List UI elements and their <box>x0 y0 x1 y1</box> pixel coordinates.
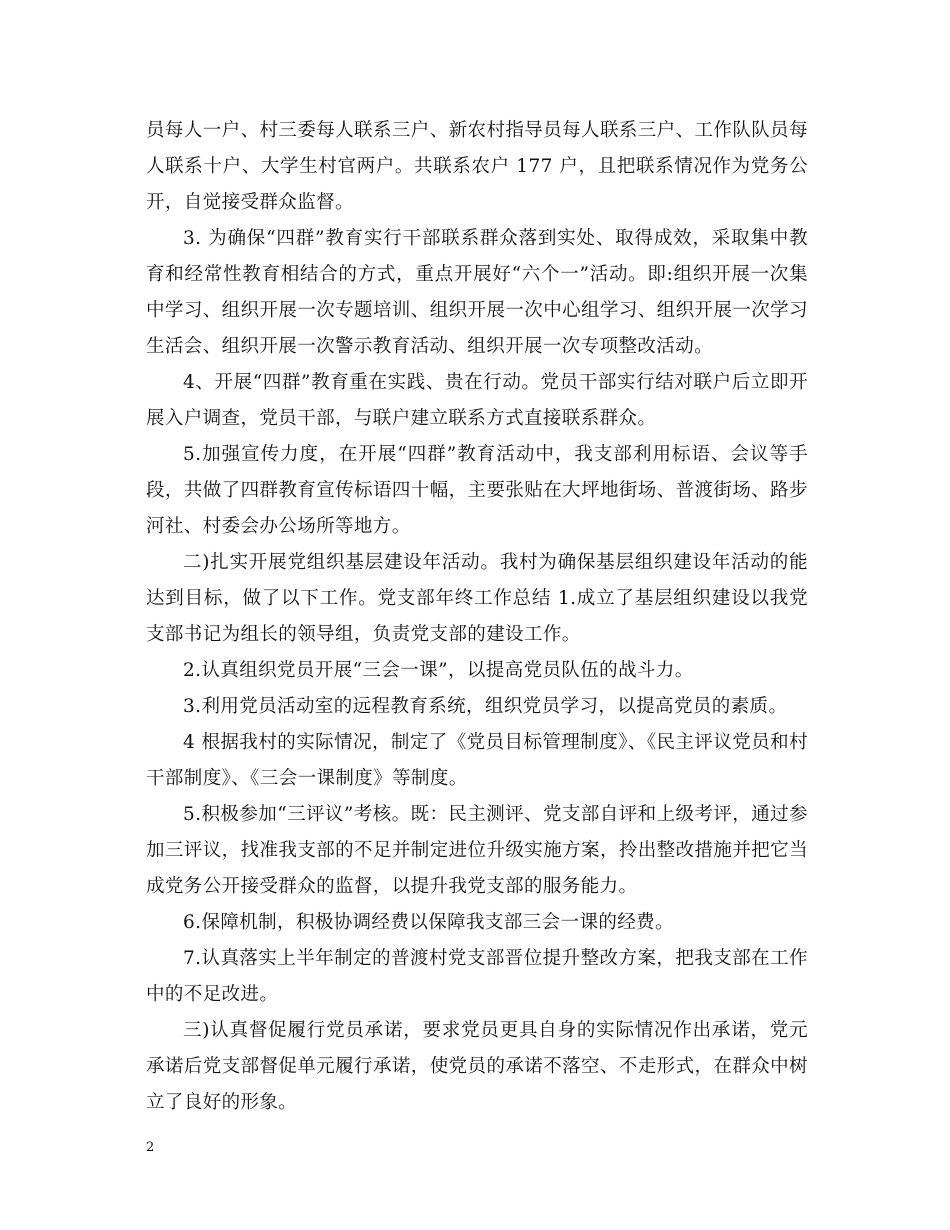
paragraph-section-3: 三)认真督促履行党员承诺，要求党员更具自身的实际情况作出承诺，党元承诺后党支部督促单元履行承诺，使党员的承诺不落空、不走形式，在群众中树立了良好的形象。 <box>146 1020 808 1113</box>
paragraph-continuation: 员每人一户、村三委每人联系三户、新农村指导员每人联系三户、工作队队员每人联系十户、大学生村官两户。共联系农户 177 户，且把联系情况作为党务公开，自觉接受群众监督。 <box>146 120 808 213</box>
page-number: 2 <box>146 1140 155 1155</box>
paragraph-item-5: 5.加强宣传力度，在开展“四群”教育活动中，我支部利用标语、会议等手段，共做了四群教育宣传标语四十幅，主要张贴在大坪地街场、普渡街场、路步河社、村委会办公场所等地方。 <box>146 444 808 537</box>
paragraph-section-2-item-3: 3.利用党员活动室的远程教育系统，组织党员学习，以提高党员的素质。 <box>183 696 788 717</box>
paragraph-section-2-item-7: 7.认真落实上半年制定的普渡村党支部晋位提升整改方案，把我支部在工作中的不足改进。 <box>146 948 808 1005</box>
paragraph-section-2-item-5: 5.积极参加“三评议”考核。既：民主测评、党支部自评和上级考评，通过参加三评议，找准我支部的不足并制定进位升级实施方案，拎出整改措施并把它当成党务公开接受群众的监督，以提升我党支部的服务能力。 <box>146 804 808 897</box>
paragraph-section-2: 二)扎实开展党组织基层建设年活动。我村为确保基层组织建设年活动的能达到目标，做了以下工作。党支部年终工作总结 1.成立了基层组织建设以我党支部书记为组长的领导组，负责党支部的建设工作。 <box>146 552 808 645</box>
document-body <box>146 113 808 1121</box>
paragraph-item-3: 3. 为确保“四群”教育实行干部联系群众落到实处、取得成效，采取集中教育和经常性教育相结合的方式，重点开展好“六个一”活动。即:组织开展一次集中学习、组织开展一次专题培训、组织开展一次中心组学习、组织开展一次学习生活会、组织开展一次警示教育活动、组织开展一次专项整改活动。 <box>146 228 808 357</box>
paragraph-item-4: 4、开展“四群”教育重在实践、贵在行动。党员干部实行结对联户后立即开展入户调查，党员干部，与联户建立联系方式直接联系群众。 <box>146 372 808 429</box>
paragraph-section-2-item-6: 6.保障机制，积极协调经费以保障我支部三会一课的经费。 <box>183 912 674 933</box>
paragraph-section-2-item-2: 2.认真组织党员开展“三会一课”，以提高党员队伍的战斗力。 <box>183 660 694 681</box>
paragraph-section-2-item-4: 4 根据我村的实际情况，制定了《党员目标管理制度》、《民主评议党员和村干部制度》、《三会一课制度》等制度。 <box>146 732 808 789</box>
